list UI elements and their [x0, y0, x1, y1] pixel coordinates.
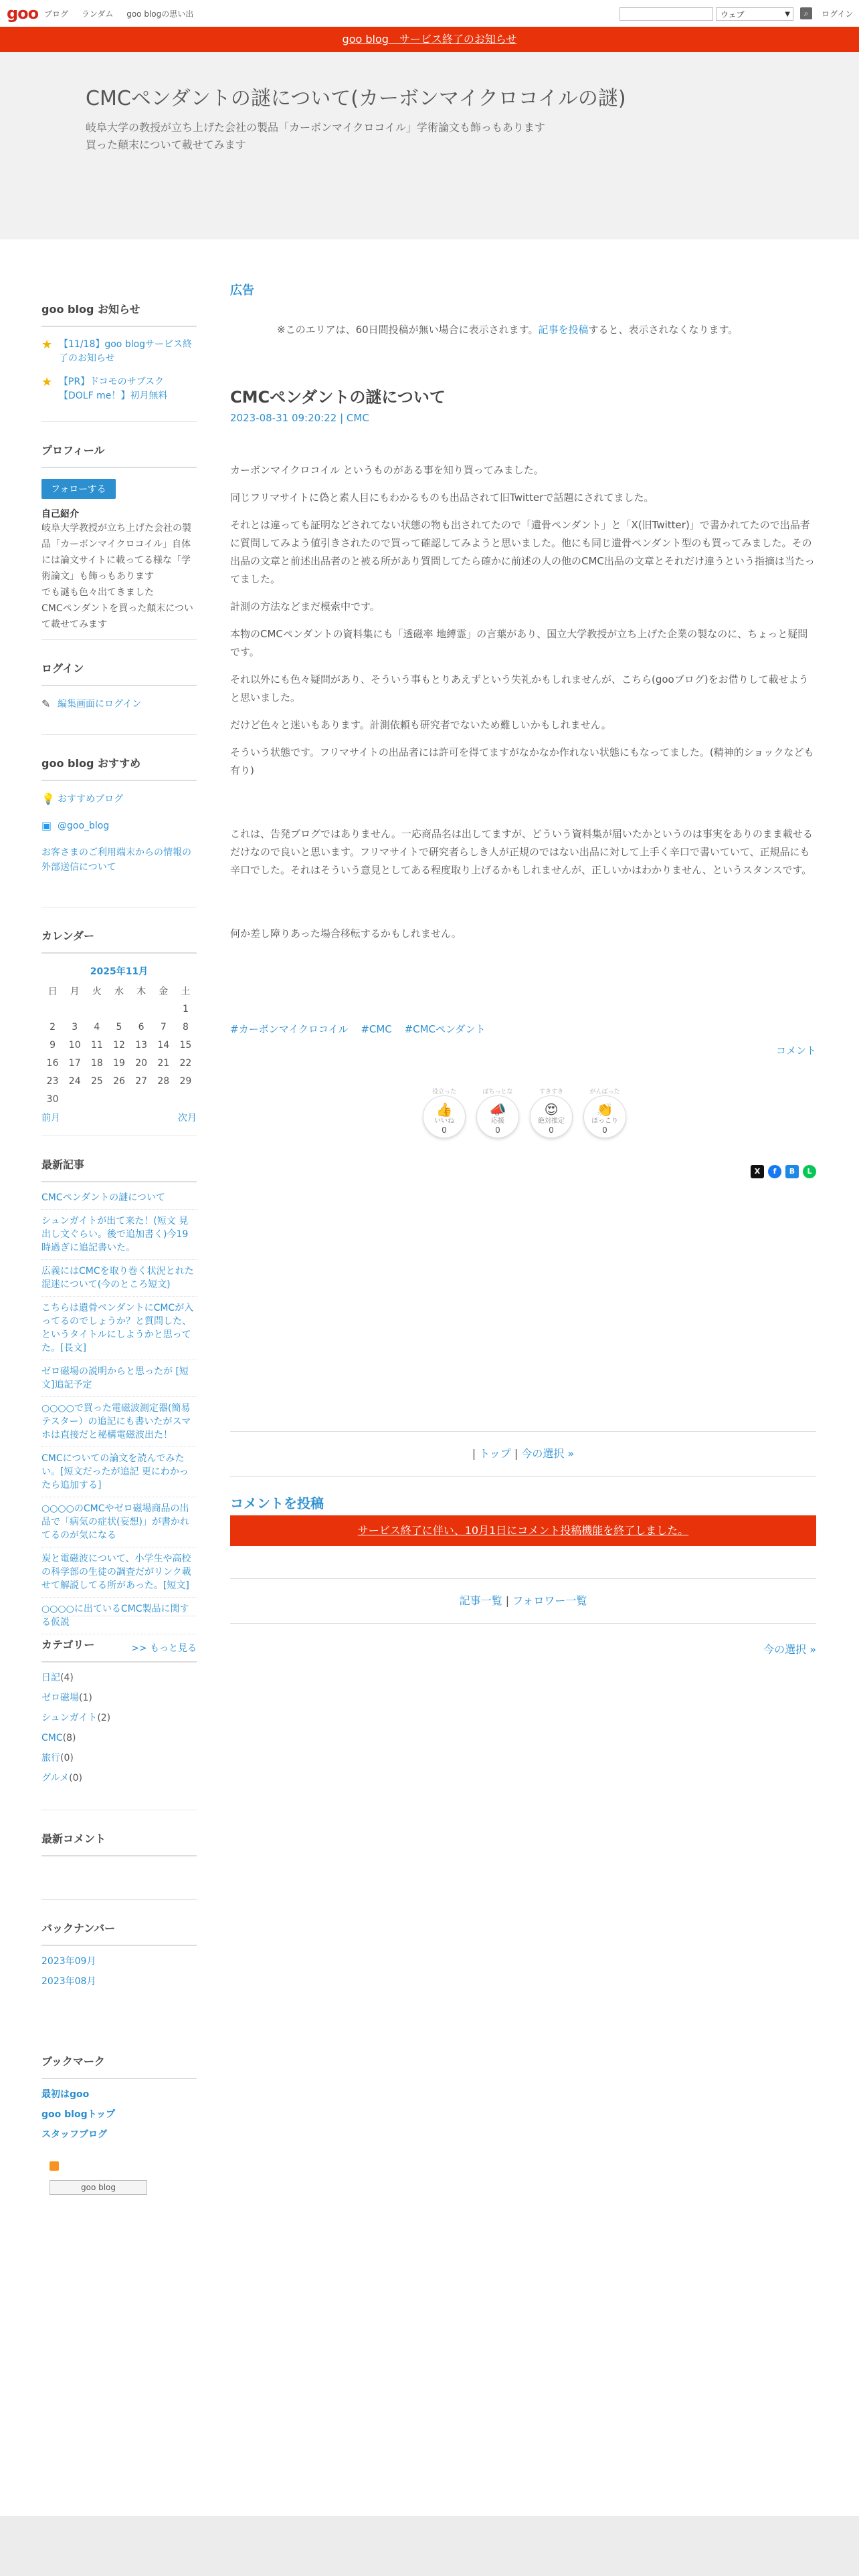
profile-section	[41, 421, 197, 633]
recommend-title: goo blog おすすめ	[41, 734, 197, 781]
calendar-day: 26	[113, 1075, 125, 1087]
calendar-section	[41, 907, 197, 1125]
category-count: (4)	[60, 1673, 74, 1683]
news-item[interactable]	[41, 338, 197, 366]
reaction-label: 絶対推定	[538, 1117, 565, 1125]
recommend-blog-label: おすすめブログ	[58, 794, 124, 804]
category-count: (8)	[62, 1733, 76, 1743]
category-item[interactable]	[41, 1688, 197, 1708]
category-section	[41, 1616, 197, 1788]
calendar-day	[153, 1000, 175, 1018]
article-paragraph: 計測の方法などまだ模索中です。	[230, 601, 380, 613]
login-link[interactable]: ログイン	[822, 9, 854, 19]
blog-title[interactable]: CMCペンダントの謎について(カーボンマイクロコイルの謎)	[86, 87, 626, 110]
recent-article-link[interactable]: ○○○○に出ているCMC製品に関する仮説	[41, 1598, 197, 1634]
calendar-day: 23	[46, 1075, 59, 1087]
recent-articles-section	[41, 1136, 197, 1654]
ad-title: 広告	[230, 284, 254, 298]
ad-note-text: ※このエリアは、60日間投稿が無い場合に表示されます。	[277, 324, 539, 336]
star-icon: ★	[41, 338, 53, 352]
news-title: goo blog お知らせ	[41, 281, 197, 327]
calendar-day	[64, 1000, 86, 1018]
lightbulb-icon: 💡	[41, 792, 55, 805]
calendar-day: 10	[68, 1039, 81, 1051]
ad-note-text: すると、表示されなくなります。	[588, 324, 739, 336]
nav-blog[interactable]: ブログ	[44, 9, 69, 19]
bookmark-link[interactable]: 最初はgoo	[41, 2089, 90, 2100]
article-paragraph: だけど色々と迷いもあります。計測依頼も研究者でないため難しいかもしれません。	[230, 719, 611, 731]
calendar-day: 2	[50, 1021, 56, 1033]
service-end-banner	[0, 27, 859, 52]
calendar-day: 16	[46, 1057, 59, 1069]
nav-top-link[interactable]: トップ	[479, 1447, 511, 1460]
article-nav	[230, 1431, 816, 1477]
tag-link[interactable]: #CMC	[361, 1023, 392, 1035]
recent-article-link[interactable]: こちらは遺骨ペンダントにCMCが入ってるのでしょうか？と質問した、というタイトルにしようかと思ってた。[長文]	[41, 1297, 197, 1360]
service-end-link[interactable]: goo blog サービス終了のお知らせ	[342, 33, 517, 45]
comment-closed-notice[interactable]: サービス終了に伴い、10月1日にコメント投稿機能を終了しました。	[230, 1515, 816, 1546]
follower-list-link[interactable]: フォロワー一覧	[512, 1594, 587, 1607]
calendar-day	[130, 1000, 153, 1018]
search-scope-value: ウェブ	[721, 10, 745, 19]
calendar-day	[153, 1090, 175, 1108]
external-transmission-link[interactable]: お客さまのご利用端末からの情報の外部送信について	[41, 847, 191, 873]
category-link[interactable]: CMC	[41, 1733, 63, 1743]
page-footer	[0, 2516, 859, 2576]
search-button[interactable]	[800, 7, 812, 19]
reaction-label: ほっこり	[591, 1117, 618, 1125]
blog-header	[0, 52, 859, 239]
article-paragraph: カーボンマイクロコイル というものがある事を知り買ってみました。	[230, 464, 544, 476]
rss-icon[interactable]	[50, 2161, 59, 2171]
article-list-link[interactable]: 記事一覧	[459, 1594, 502, 1607]
category-count: (0)	[69, 1773, 83, 1784]
calendar-day: 30	[46, 1093, 59, 1105]
article-body	[230, 461, 816, 952]
nav-separator: |	[514, 1447, 518, 1460]
calendar-weekday: 土	[181, 986, 191, 997]
calendar-day: 5	[116, 1021, 122, 1033]
calendar-day: 14	[157, 1039, 170, 1051]
star-icon: ★	[41, 375, 53, 389]
recent-article-link[interactable]: ゼロ磁場の説明からと思ったが [短文]追記予定	[41, 1360, 197, 1397]
sidebar-footer	[41, 2161, 197, 2195]
calendar-day: 12	[113, 1039, 125, 1051]
reaction-button[interactable]	[530, 1089, 573, 1138]
article-paragraph: それとは違っても証明などされてない状態の物も出されてたので「遺骨ペンダント」と「X(旧Twitter)」で書かれてたので出品者に質問してみよう値引きされたので買って確認してみようと思いました。他にも同じ遺骨ペンダント型のも買ってみました。その出品の文章と前述出品者のと被る所があり質問してたら確かに前述の人の他のCMC出品の文章とそれだけ違うという指摘は当たってました。	[230, 519, 815, 585]
bookmark-link[interactable]: スタッフブログ	[41, 2129, 107, 2140]
blog-description-line: 岐阜大学の教授が立ち上げた会社の製品「カーボンマイクロコイル」学術論文も飾っもあります	[86, 121, 545, 134]
follow-button[interactable]: フォローする	[41, 479, 116, 499]
bookmark-title: ブックマーク	[41, 2033, 197, 2079]
recent-articles-title: 最新記事	[41, 1136, 197, 1182]
recent-article-link[interactable]: CMCについての論文を読んでみたい。[短文だったが追記 更にわかったら追加する]	[41, 1447, 197, 1497]
top-bar	[0, 0, 859, 27]
news-item-label: 【11/18】goo blogサービス終了のお知らせ	[59, 339, 193, 364]
recent-article-link[interactable]: CMCペンダントの謎について	[41, 1186, 197, 1210]
article-paragraph: そういう状態です。フリマサイトの出品者には許可を得てますがなかなか作れない状態にもなってました。(精神的ショックなども有り)	[230, 746, 814, 776]
category-item[interactable]	[41, 1768, 197, 1788]
reaction-caption: 役立った	[432, 1089, 456, 1095]
search-input[interactable]	[619, 7, 713, 21]
ad-note	[277, 322, 738, 336]
calendar-day: 29	[179, 1075, 192, 1087]
calendar-day: 13	[135, 1039, 148, 1051]
calendar-day: 9	[50, 1039, 56, 1051]
article-spacer	[230, 789, 816, 816]
category-item[interactable]	[41, 1748, 197, 1768]
calendar-nav	[41, 1111, 197, 1125]
calendar-day: 18	[90, 1057, 103, 1069]
article-paragraph: これは、告発ブログではありません。一応商品名は出してますが、どういう資料集が届いたかというのは事実をありのまま載せるだけなので良いと思います。フリマサイトで研究者らしき人が正規のではない出品に対して上手く辛口で書いていて、正規品にも辛口でした。それはそういう意見としてある程度取り上げるかもしれませんが、正しいかはわかりません、というスタンスです。	[230, 828, 813, 876]
comment-link[interactable]: コメント	[775, 1045, 816, 1057]
recent-comments-section	[41, 1810, 197, 1856]
category-item[interactable]	[41, 1708, 197, 1728]
login-section	[41, 639, 197, 712]
nav-memories[interactable]: goo blogの思い出	[126, 9, 194, 19]
goo-blog-badge[interactable]: goo blog	[50, 2180, 147, 2195]
login-title: ログイン	[41, 639, 197, 686]
tag-link[interactable]: #カーボンマイクロコイル	[230, 1023, 349, 1035]
reaction-caption: がんばった	[589, 1089, 620, 1095]
intro-heading: 自己紹介	[41, 509, 79, 520]
search-icon: ⌕	[803, 9, 809, 18]
heart-eyes-icon: 😍	[544, 1101, 559, 1117]
category-count: (0)	[60, 1753, 74, 1763]
tag-link[interactable]: #CMCペンダント	[404, 1023, 486, 1035]
reaction-button[interactable]	[583, 1089, 626, 1138]
facebook-share-icon[interactable]: f	[768, 1165, 781, 1178]
top-nav	[44, 8, 204, 19]
line-share-icon[interactable]: L	[803, 1165, 816, 1178]
hatena-share-icon[interactable]: B	[785, 1165, 799, 1178]
x-share-icon[interactable]: X	[751, 1165, 764, 1178]
backnumber-link[interactable]: 2023年08月	[41, 1976, 96, 1987]
calendar-weekday: 金	[159, 986, 169, 997]
article-paragraph: 同じフリマサイトに偽と素人目にもわかるものも出品されて旧Twitterで話題にされてました。	[230, 492, 654, 504]
blog-description	[86, 119, 545, 154]
profile-title: プロフィール	[41, 421, 197, 468]
calendar-day: 1	[182, 1003, 189, 1014]
calendar-day: 21	[157, 1057, 170, 1069]
calendar-day: 3	[72, 1021, 78, 1033]
calendar-day	[41, 1000, 64, 1018]
calendar-next-link[interactable]: 次月	[178, 1113, 197, 1123]
calendar-day	[86, 1090, 108, 1108]
calendar-day: 7	[160, 1021, 167, 1033]
category-link[interactable]: 旅行	[41, 1753, 60, 1763]
calendar-day: 15	[179, 1039, 192, 1051]
recent-article-link[interactable]: シュンガイトが出て来た！(短文 見出し文ぐらい。後で追加書く)今19時過ぎに追記書いた。	[41, 1210, 197, 1260]
reaction-label: 応援	[491, 1117, 504, 1125]
chevron-down-icon: ▼	[785, 11, 790, 18]
category-link[interactable]: ゼロ磁場	[41, 1693, 79, 1703]
article-title[interactable]: CMCペンダントの謎について	[230, 388, 446, 407]
calendar-day: 17	[68, 1057, 81, 1069]
more-articles-link[interactable]: >> もっと見る	[131, 1643, 197, 1654]
goo-twitter-label: @goo_blog	[58, 821, 110, 831]
calendar-day: 4	[94, 1021, 100, 1033]
calendar-day	[108, 1000, 130, 1018]
reaction-count: 0	[602, 1125, 607, 1135]
calendar-weekday: 水	[114, 986, 124, 997]
calendar-day	[86, 1000, 108, 1018]
bookmark-link[interactable]: goo blogトップ	[41, 2109, 116, 2120]
reaction-caption: すきすき	[539, 1089, 563, 1095]
category-item[interactable]	[41, 1728, 197, 1748]
recent-article-link[interactable]: ○○○○のCMCやゼロ磁場商品の出品で「病気の症状(妄想)」が書かれてるのが気になる	[41, 1497, 197, 1547]
goo-twitter-link[interactable]	[41, 819, 197, 833]
category-link[interactable]: シュンガイト	[41, 1713, 98, 1723]
news-section	[41, 281, 197, 413]
calendar-day: 28	[157, 1075, 170, 1087]
backnumber-link[interactable]: 2023年09月	[41, 1956, 96, 1967]
calendar-day: 22	[179, 1057, 192, 1069]
reaction-buttons	[423, 1089, 624, 1142]
calendar-day: 8	[182, 1021, 189, 1033]
category-item[interactable]	[41, 1668, 197, 1688]
calendar-table	[41, 982, 197, 1108]
post-article-link[interactable]: 記事を投稿	[538, 324, 589, 336]
article-meta: 2023-08-31 09:20:22 | CMC	[230, 412, 369, 424]
pencil-icon: ✎	[41, 697, 51, 710]
calendar-weekday: 火	[92, 986, 102, 997]
calendar-day: 6	[138, 1021, 145, 1033]
calendar-day: 11	[90, 1039, 103, 1051]
calendar-day	[175, 1090, 197, 1108]
intro-text: 岐阜大学教授が立ち上げた会社の製品「カーボンマイクロコイル」自体には論文サイトに載ってる様な「学術論文」も飾っもあります でも謎も色々出てきました CMCペンダントを買った顛末について載せてみます	[41, 523, 193, 630]
calendar-prev-link[interactable]: 前月	[41, 1113, 60, 1123]
recent-comments-title: 最新コメント	[41, 1810, 197, 1856]
category-count: (1)	[79, 1693, 92, 1703]
category-link[interactable]: 日記	[41, 1673, 60, 1683]
backnumber-section	[41, 1899, 197, 1992]
bookmark-section	[41, 2033, 197, 2145]
list-nav	[230, 1578, 816, 1624]
news-item-label: 【PR】ドコモのサブスク【DOLF me！】初月無料	[59, 377, 168, 401]
reaction-caption: ぽちっとな	[482, 1089, 513, 1095]
article-paragraph: 何か差し障りあった場合移転するかもしれません。	[230, 928, 462, 940]
recent-article-link[interactable]: 炭と電磁波について、小学生や高校の科学部の生徒の調査だがリンク載せて解説してる所があった。[短文]	[41, 1547, 197, 1598]
reaction-button[interactable]	[423, 1089, 466, 1138]
calendar-day	[130, 1090, 153, 1108]
category-link[interactable]: グルメ	[41, 1773, 70, 1784]
edit-login-link[interactable]	[41, 697, 197, 712]
calendar-day: 27	[135, 1075, 148, 1087]
megaphone-icon: 📣	[489, 1101, 506, 1117]
article-paragraph: 本物のCMCペンダントの資料集にも「透磁率 地縛霊」の言葉があり、国立大学教授が立ち上げた企業の製なのに、ちょっと疑問です。	[230, 628, 808, 658]
reaction-count: 0	[442, 1125, 447, 1135]
calendar-day: 19	[113, 1057, 125, 1069]
recommend-section	[41, 734, 197, 875]
clap-icon: 👏	[596, 1101, 613, 1117]
nav-separator: |	[472, 1447, 476, 1460]
calendar-day: 20	[135, 1057, 148, 1069]
calendar-weekday: 日	[47, 986, 58, 997]
nav-random[interactable]: ランダム	[81, 9, 114, 19]
category-count: (2)	[97, 1713, 111, 1723]
share-buttons	[747, 1164, 816, 1177]
news-item[interactable]	[41, 375, 197, 403]
blog-description-line: 買った顛末について載せてみます	[86, 138, 246, 151]
calendar-day	[108, 1090, 130, 1108]
article-spacer	[230, 889, 816, 916]
post-comment-title: コメントを投稿	[230, 1495, 324, 1511]
twitter-icon: ▣	[41, 819, 52, 832]
thumbs-up-icon: 👍	[436, 1101, 453, 1117]
category-title: カテゴリー	[41, 1616, 197, 1662]
reaction-label: いいね	[434, 1117, 454, 1125]
reaction-count: 0	[549, 1125, 554, 1135]
calendar-weekday: 月	[70, 986, 80, 997]
bottom-choice-link[interactable]: 今の選択 »	[763, 1643, 816, 1656]
article-paragraph: それ以外にも色々疑問があり、そういう事もとりあえずという失礼かもしれませんが、こちら(gooブログ)をお借りして載せようと思いました。	[230, 673, 809, 704]
nav-choice-link[interactable]: 今の選択 »	[521, 1447, 575, 1460]
calendar-month: 2025年11月	[90, 966, 149, 977]
recommend-blog-link[interactable]	[41, 792, 197, 807]
search-scope-select[interactable]	[716, 7, 793, 21]
reaction-button[interactable]	[476, 1089, 519, 1138]
reaction-count: 0	[495, 1125, 500, 1135]
calendar-weekday: 木	[136, 986, 147, 997]
list-separator: |	[505, 1594, 510, 1607]
calendar-day: 25	[90, 1075, 103, 1087]
calendar-day	[64, 1090, 86, 1108]
recent-article-link[interactable]: 広義にはCMCを取り巻く状況とれた混迷について(今のところ短文)	[41, 1260, 197, 1297]
calendar-day: 24	[68, 1075, 81, 1087]
calendar-title: カレンダー	[41, 907, 197, 954]
article-date: 2023-08-31 09:20:22	[230, 412, 337, 424]
goo-logo[interactable]: goo	[7, 4, 39, 23]
article-tags	[230, 1022, 495, 1036]
recent-article-link[interactable]: ○○○○で買った電磁波測定器(簡易テスター）の追記にも書いたがスマホは直接だと秘構電磁波出た！	[41, 1397, 197, 1447]
backnumber-title: バックナンバー	[41, 1899, 197, 1946]
article-category-link[interactable]: CMC	[346, 412, 369, 424]
edit-login-label: 編集画面にログイン	[58, 699, 142, 710]
